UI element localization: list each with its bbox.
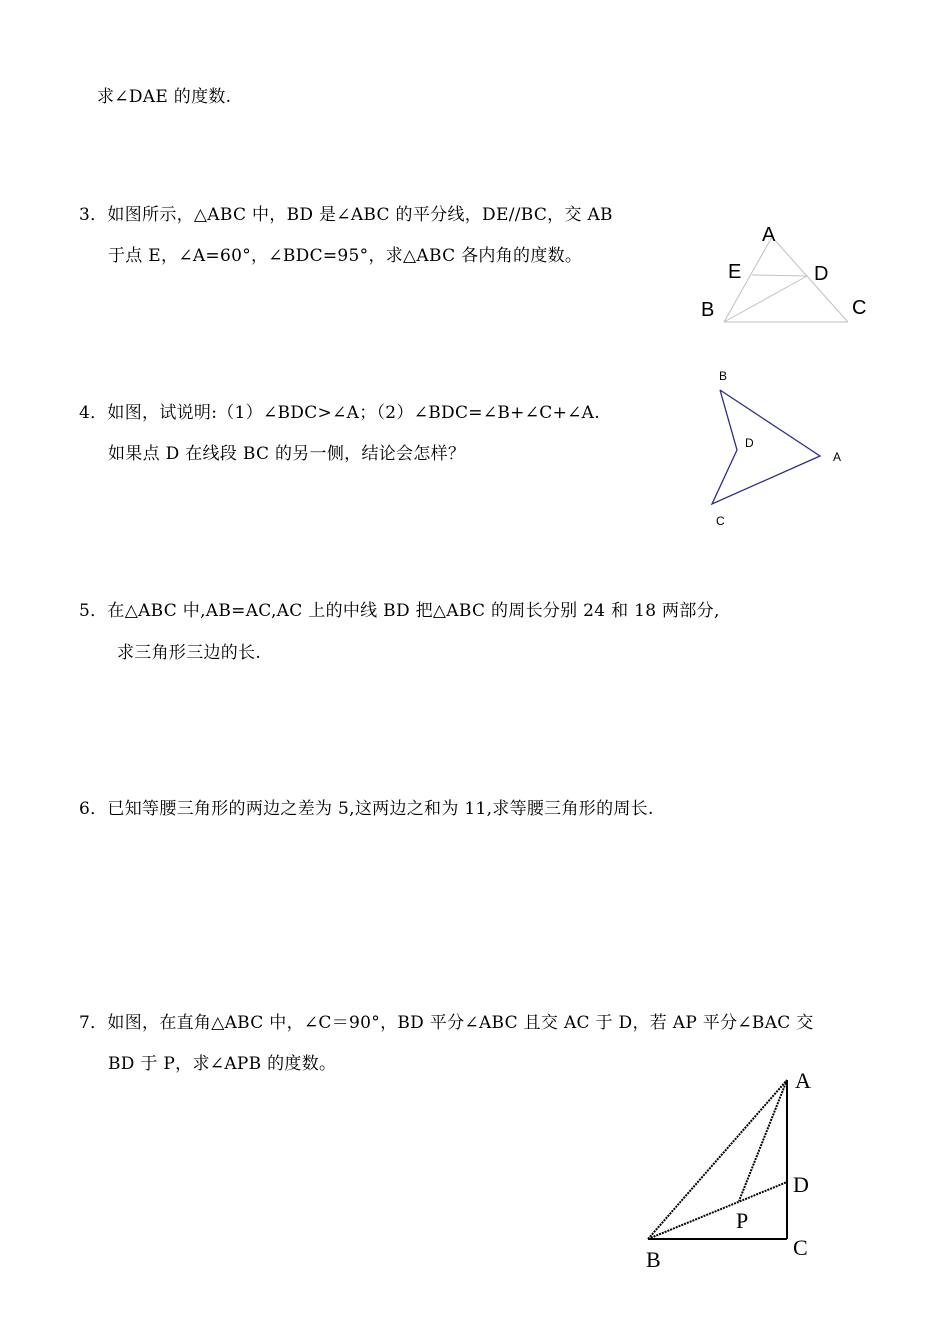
- question-6: 6．已知等腰三角形的两边之差为 5,这两边之和为 11,求等腰三角形的周长.: [79, 799, 654, 819]
- question-7-line-1: 7．如图，在直角△ABC 中，∠C＝90°，BD 平分∠ABC 且交 AC 于 D，若 AP 平分∠BAC 交: [79, 1013, 814, 1033]
- fig7-segment-ap: [739, 1080, 787, 1201]
- fig7-side-ab: [648, 1080, 787, 1239]
- fig7-segment-bd: [648, 1182, 787, 1239]
- fig7-label-d: D: [793, 1172, 809, 1197]
- fig7-label-p: P: [736, 1208, 749, 1233]
- question-5-line-2: 求三角形三边的长.: [117, 643, 262, 663]
- fig3-label-a: A: [762, 224, 776, 246]
- fig4-label-b: B: [719, 369, 728, 383]
- question-2-tail: 求∠DAE 的度数.: [97, 87, 232, 107]
- fig3-side-ac: [772, 237, 848, 322]
- question-7-line-2: BD 于 P，求∠APB 的度数。: [108, 1054, 337, 1074]
- question-5-line-1: 5．在△ABC 中,AB=AC,AC 上的中线 BD 把△ABC 的周长分别 24 和 18 两部分,: [79, 601, 720, 621]
- question-4-line-1: 4．如图，试说明:（1）∠BDC>∠A；（2）∠BDC=∠B+∠C+∠A.: [79, 403, 600, 423]
- fig7-label-b: B: [646, 1247, 661, 1272]
- figure-3-triangle: [690, 215, 890, 330]
- fig4-label-a: A: [833, 450, 842, 464]
- fig7-label-c: C: [793, 1235, 808, 1260]
- fig4-label-c: C: [716, 514, 725, 528]
- fig4-outline: [712, 390, 820, 504]
- fig3-label-d: D: [814, 263, 829, 285]
- question-3-line-2: 于点 E，∠A=60°，∠BDC=95°，求△ABC 各内角的度数。: [108, 246, 583, 266]
- question-4-line-2: 如果点 D 在线段 BC 的另一侧，结论会怎样？: [108, 444, 466, 464]
- fig4-label-d: D: [745, 436, 754, 450]
- fig3-label-c: C: [852, 297, 867, 319]
- fig3-label-b: B: [701, 299, 715, 321]
- figure-7-right-triangle: [630, 1060, 830, 1275]
- fig3-segment-de: [752, 275, 807, 276]
- figure-4-concave-quadrilateral: [700, 360, 860, 540]
- fig7-label-a: A: [795, 1068, 811, 1093]
- question-3-line-1: 3．如图所示，△ABC 中，BD 是∠ABC 的平分线，DE//BC，交 AB: [79, 205, 613, 225]
- fig3-label-e: E: [728, 261, 742, 283]
